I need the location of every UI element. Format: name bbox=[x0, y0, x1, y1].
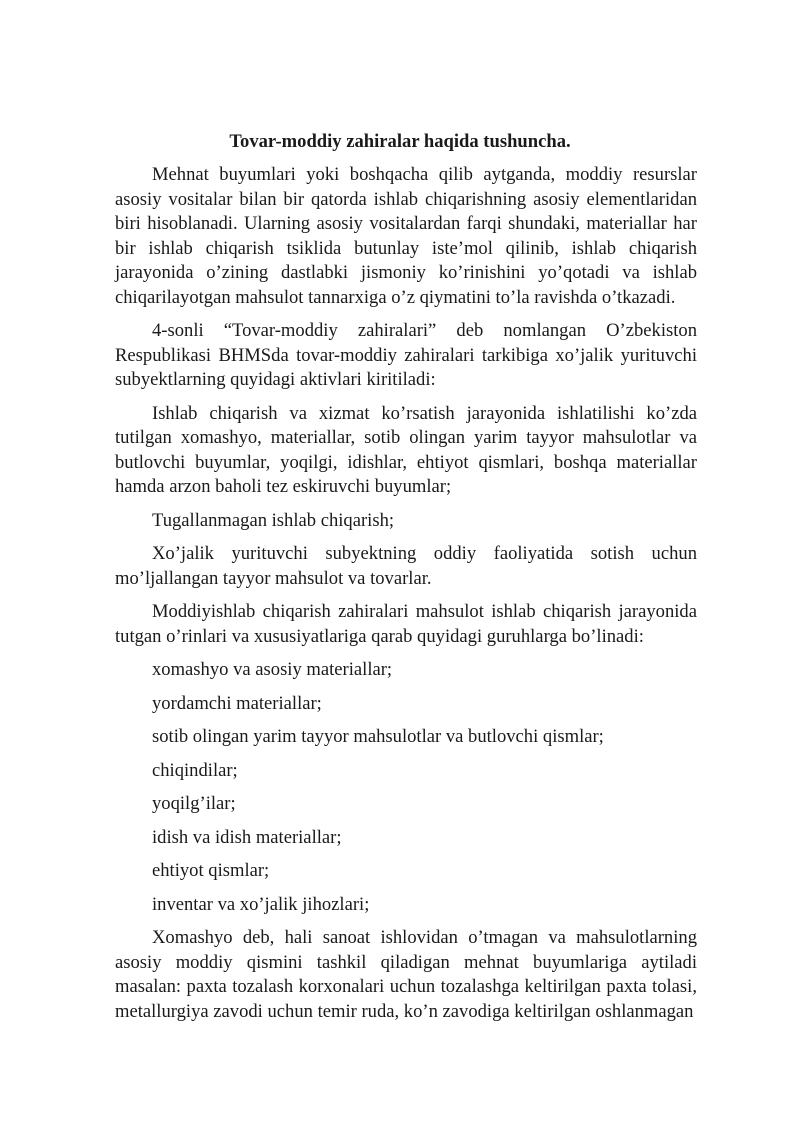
paragraph: Ishlab chiqarish va xizmat ko’rsatish jarayonida ishlatilishi ko’zda tutilgan xomashyo, materiallar, sotib olingan yarim tayyor mahsulotlar va butlovchi buyumlar, yoqilgi, idishlar, ehtiyot qismlari, boshqa materiallar hamda arzon baholi tez eskiruvchi buyumlar; bbox=[115, 402, 697, 497]
paragraph: Xo’jalik yurituvchi subyektning oddiy faoliyatida sotish uchun mo’ljallangan tayyor mahsulot va tovarlar. bbox=[115, 543, 697, 589]
paragraph: 4-sonli “Tovar-moddiy zahiralari” deb nomlangan O’zbekiston Respublikasi BHMSda tovar-moddiy zahiralari tarkibiga xo’jalik yurituvchi subyektlarning quyidagi aktivlari kiritiladi: bbox=[115, 320, 697, 390]
list-item: chiqindilar; bbox=[152, 759, 238, 781]
list-item: xomashyo va asosiy materiallar; bbox=[152, 659, 393, 680]
paragraph: Xomashyo deb, hali sanoat ishlovidan o’tmagan va mahsulotlarning asosiy moddiy qismini tashkil qiladigan mehnat buyumlariga aytiladi masalan: paxta tozalash korxonalari uchun tozalashga keltirilgan paxta tolasi, metallurgiya zavodi uchun temir ruda, ko’n zavodiga keltirilgan oshlanmagan bbox=[115, 927, 697, 1022]
paragraph: Mehnat buyumlari yoki boshqacha qilib aytganda, moddiy resurslar asosiy vositalar bilan bir qatorda ishlab chiqarishning asosiy elementlaridan biri hisoblanadi. Ularning asosiy vositalardan farqi shundaki, materiallar har bir ishlab chiqarish tsiklida butunlay iste’mol qilinib, ishlab chiqarish jarayonida o’zining dastlabki jismoniy ko’rinishini yo’qotadi va ishlab chiqarilayotgan mahsulot tannarxiga o’z qiymatini to’la ravishda o’tkazadi. bbox=[115, 164, 697, 308]
document-title: Tovar-moddiy zahiralar haqida tushuncha. bbox=[229, 131, 571, 152]
list-item: ehtiyot qismlar; bbox=[152, 860, 270, 881]
document-body bbox=[115, 163, 697, 1033]
list-item: inventar va xo’jalik jihozlari; bbox=[152, 893, 370, 915]
list-item: yordamchi materiallar; bbox=[152, 692, 322, 714]
paragraph: Tugallanmagan ishlab chiqarish; bbox=[152, 509, 395, 531]
list-item: idish va idish materiallar; bbox=[152, 826, 342, 848]
paragraph: Moddiyishlab chiqarish zahiralari mahsulot ishlab chiqarish jarayonida tutgan o’rinlari va xususiyatlariga qarab quyidagi guruhlarga bo’linadi: bbox=[115, 601, 697, 647]
list-item: yoqilg’ilar; bbox=[152, 793, 236, 814]
list-item: sotib olingan yarim tayyor mahsulotlar va butlovchi qismlar; bbox=[152, 726, 604, 747]
